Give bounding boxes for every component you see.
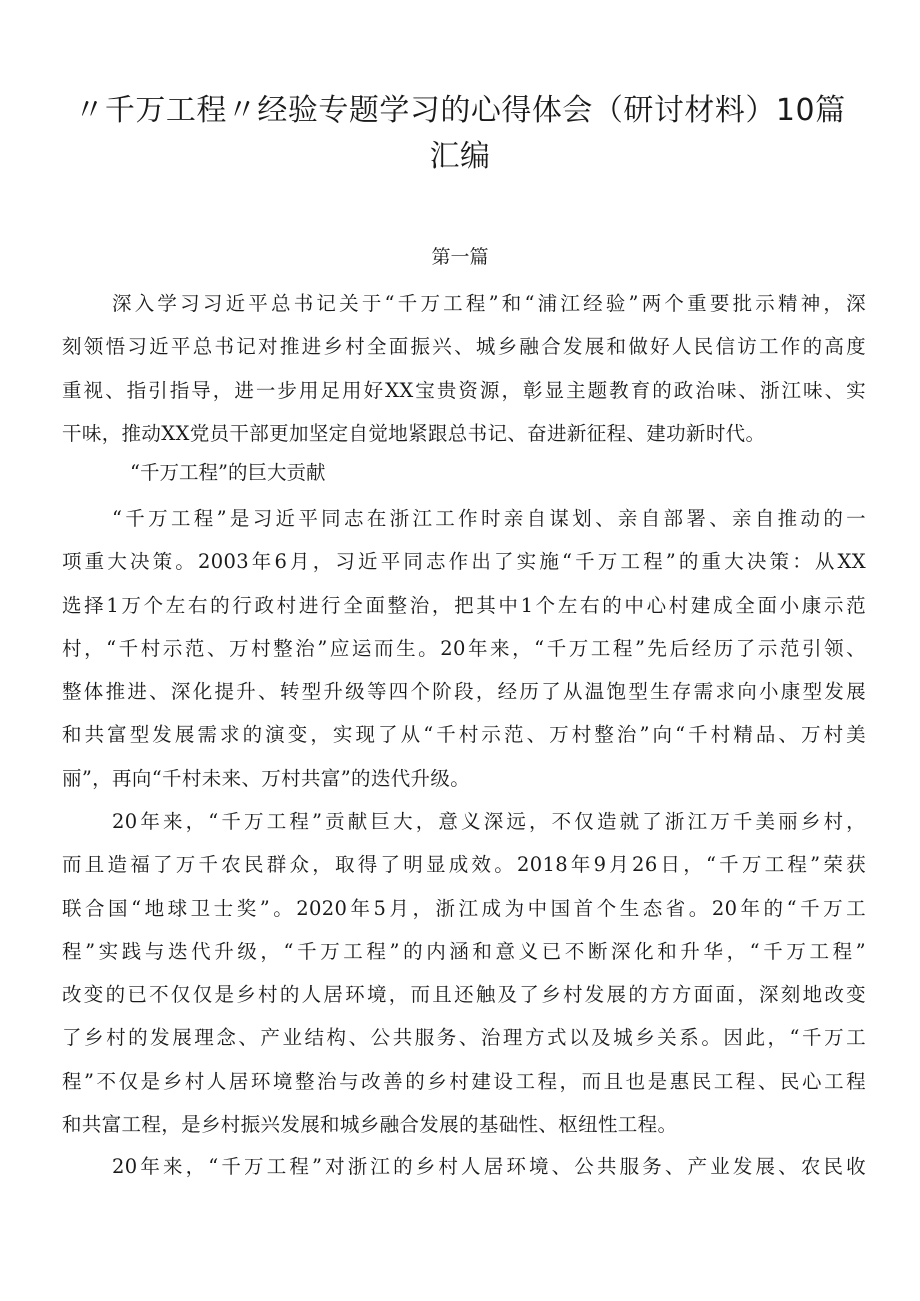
paragraph-line: 和共富型发展需求的演变，实现了从“千村示范、万村整治”向“千村精品、万村美 <box>62 723 866 747</box>
paragraph-2 <box>62 497 866 800</box>
section-heading: 第一篇 <box>431 246 489 268</box>
paragraph-line: 20年来，“千万工程”对浙江的乡村人居环境、公共服务、产业发展、农民收 <box>112 1155 866 1178</box>
paragraph-1 <box>62 282 866 455</box>
subheading <box>62 454 866 492</box>
title-line-2: 汇编 <box>429 139 491 174</box>
paragraph-line: 村，“千村示范、万村整治”应运而生。20年来，“千万工程”先后经历了示范引领、 <box>62 636 866 660</box>
paragraph-line: 干味，推动XX党员干部更加坚定自觉地紧跟总书记、奋进新征程、建功新时代。 <box>62 421 766 445</box>
paragraph-line: 丽”，再向“千村未来、万村共富”的迭代升级。 <box>62 766 471 790</box>
paragraph-line: 联合国“地球卫士奖”。2020年5月，浙江成为中国首个生态省。20年的“千万工 <box>62 896 866 920</box>
paragraph-line: 刻领悟习近平总书记对推进乡村全面振兴、城乡融合发展和做好人民信访工作的高度 <box>62 335 866 359</box>
paragraph-line: 改变的已不仅仅是乡村的人居环境，而且还触及了乡村发展的方方面面，深刻地改变 <box>62 983 866 1007</box>
paragraph-3 <box>62 800 866 1146</box>
paragraph-line: 整体推进、深化提升、转型升级等四个阶段，经历了从温饱型生存需求向小康型发展 <box>62 680 866 704</box>
title-line-1: 〃千万工程〃经验专题学习的心得体会（研讨材料）10篇 <box>74 93 846 128</box>
paragraph-line: 重视、指引指导，进一步用足用好XX宝贵资源，彰显主题教育的政治味、浙江味、实 <box>62 378 866 402</box>
paragraph-line: 程”实践与迭代升级，“千万工程”的内涵和意义已不断深化和升华，“千万工程” <box>62 939 866 963</box>
paragraph-line: 选择1万个左右的行政村进行全面整治，把其中1个左右的中心村建成全面小康示范 <box>62 593 866 617</box>
paragraph-line: 深入学习习近平总书记关于“千万工程”和“浦江经验”两个重要批示精神，深 <box>112 292 866 315</box>
document-title <box>60 88 860 180</box>
paragraph-line: 而且造福了万千农民群众，取得了明显成效。2018年9月26日，“千万工程”荣获 <box>62 853 866 877</box>
paragraph-line: 程”不仅是乡村人居环境整治与改善的乡村建设工程，而且也是惠民工程、民心工程 <box>62 1069 866 1093</box>
paragraph-line: 了乡村的发展理念、产业结构、公共服务、治理方式以及城乡关系。因此，“千万工 <box>62 1026 866 1050</box>
paragraph-line: 项重大决策。2003年6月，习近平同志作出了实施“千万工程”的重大决策：从XX <box>62 550 866 574</box>
subheading-text: “千万工程”的巨大贡献 <box>130 461 326 484</box>
paragraph-line: “千万工程”是习近平同志在浙江工作时亲自谋划、亲自部署、亲自推动的一 <box>112 507 866 530</box>
paragraph-line: 20年来，“千万工程”贡献巨大，意义深远，不仅造就了浙江万千美丽乡村， <box>112 810 866 833</box>
paragraph-4 <box>62 1145 866 1188</box>
paragraph-line: 和共富工程，是乡村振兴发展和城乡融合发展的基础性、枢纽性工程。 <box>62 1113 678 1137</box>
